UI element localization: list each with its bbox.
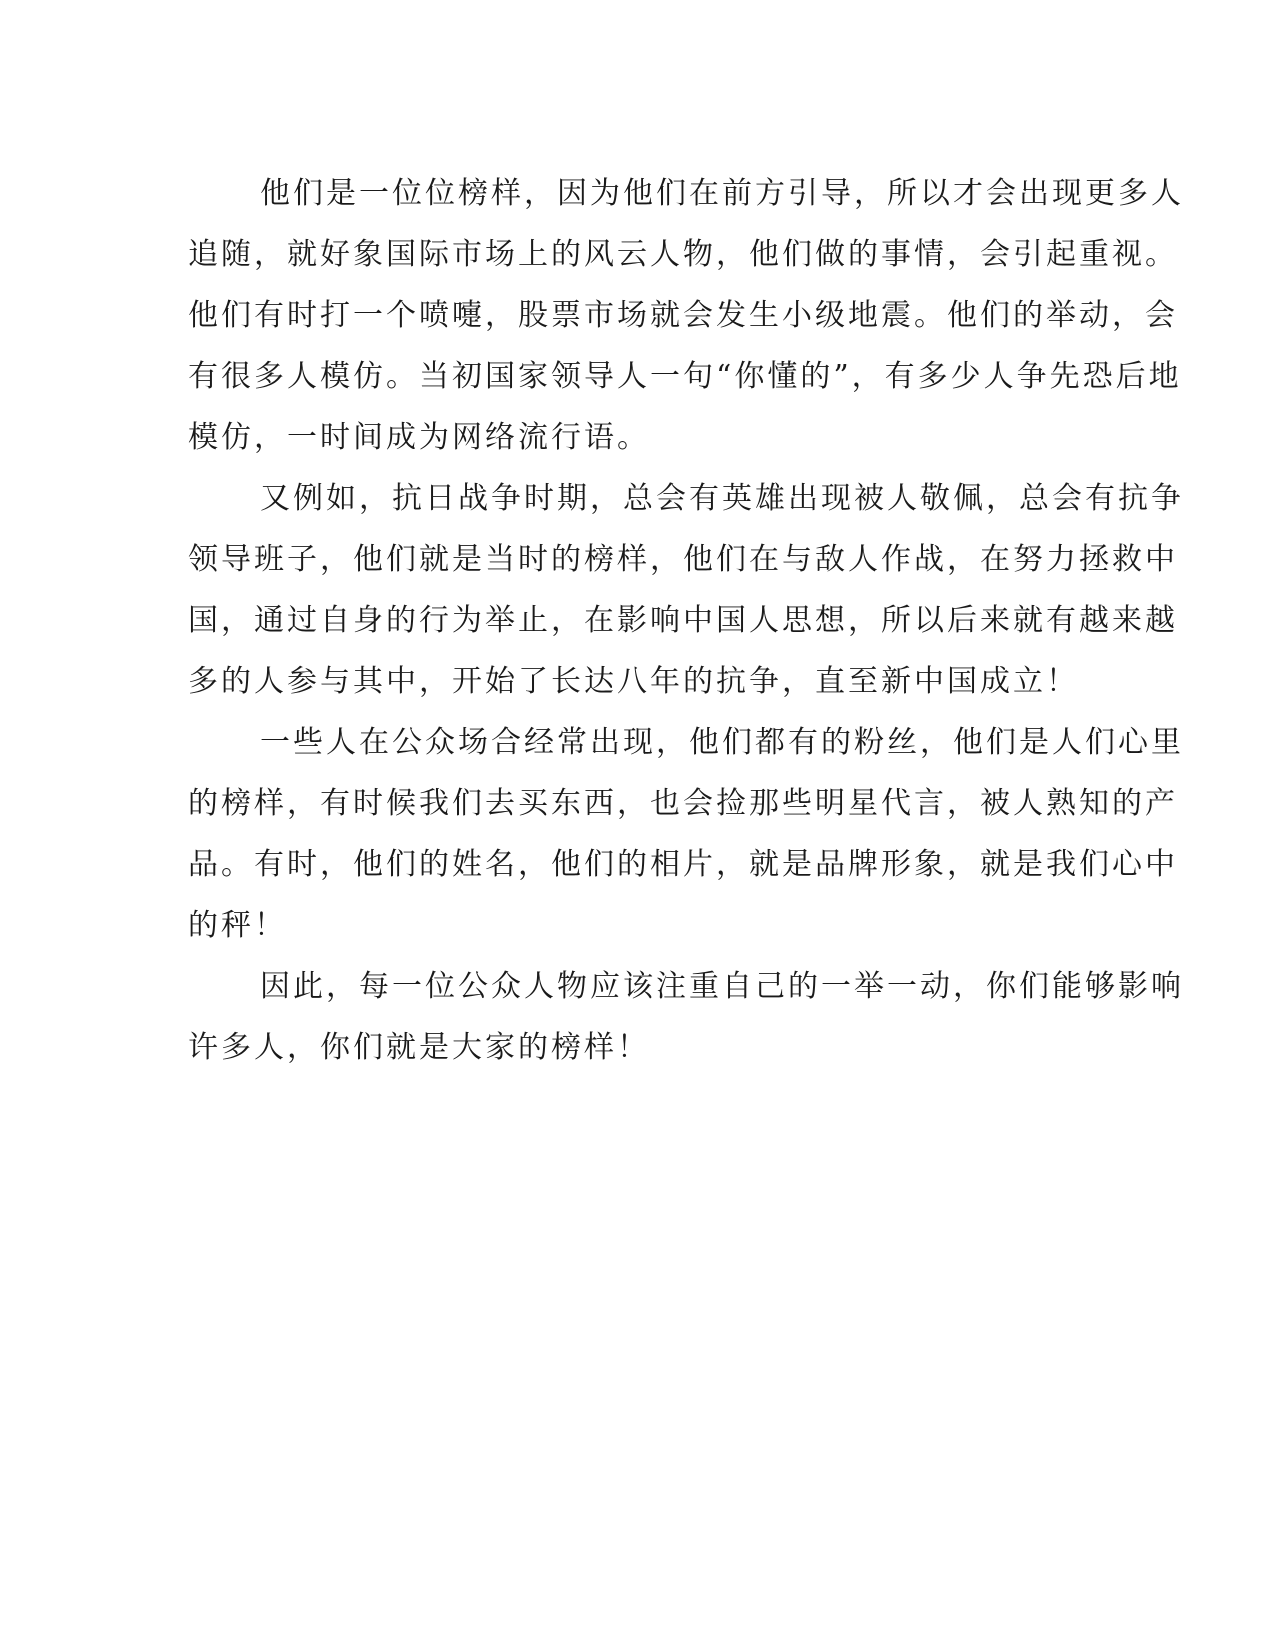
paragraph-line: 因此，每一位公众人物应该注重自己的一举一动，你们能够影响 <box>260 969 1184 1004</box>
paragraph-line: 的榜样，有时候我们去买东西，也会捡那些明星代言，被人熟知的产 <box>188 786 1178 821</box>
paragraph-line: 的秤！ <box>188 908 287 943</box>
paragraph-line: 他们是一位位榜样，因为他们在前方引导，所以才会出现更多人 <box>260 176 1184 211</box>
paragraph-line: 多的人参与其中，开始了长达八年的抗争，直至新中国成立！ <box>188 664 1079 699</box>
paragraph-line: 模仿，一时间成为网络流行语。 <box>188 420 650 455</box>
document-body <box>188 163 1184 1078</box>
paragraph-line: 一些人在公众场合经常出现，他们都有的粉丝，他们是人们心里 <box>260 725 1184 760</box>
paragraph-1 <box>188 163 1184 468</box>
paragraph-3 <box>188 712 1184 956</box>
paragraph-line: 国，通过自身的行为举止，在影响中国人思想，所以后来就有越来越 <box>188 603 1178 638</box>
paragraph-line: 他们有时打一个喷嚏，股票市场就会发生小级地震。他们的举动，会 <box>188 298 1178 333</box>
paragraph-line: 领导班子，他们就是当时的榜样，他们在与敌人作战，在努力拯救中 <box>188 542 1178 577</box>
paragraph-4 <box>188 956 1184 1078</box>
paragraph-line: 追随，就好象国际市场上的风云人物，他们做的事情，会引起重视。 <box>188 237 1178 272</box>
paragraph-line: 品。有时，他们的姓名，他们的相片，就是品牌形象，就是我们心中 <box>188 847 1178 882</box>
paragraph-2 <box>188 468 1184 712</box>
paragraph-line: 许多人，你们就是大家的榜样！ <box>188 1030 650 1065</box>
paragraph-line: 又例如，抗日战争时期，总会有英雄出现被人敬佩，总会有抗争 <box>260 481 1184 516</box>
paragraph-line: 有很多人模仿。当初国家领导人一句“你懂的”，有多少人争先恐后地 <box>188 359 1182 394</box>
